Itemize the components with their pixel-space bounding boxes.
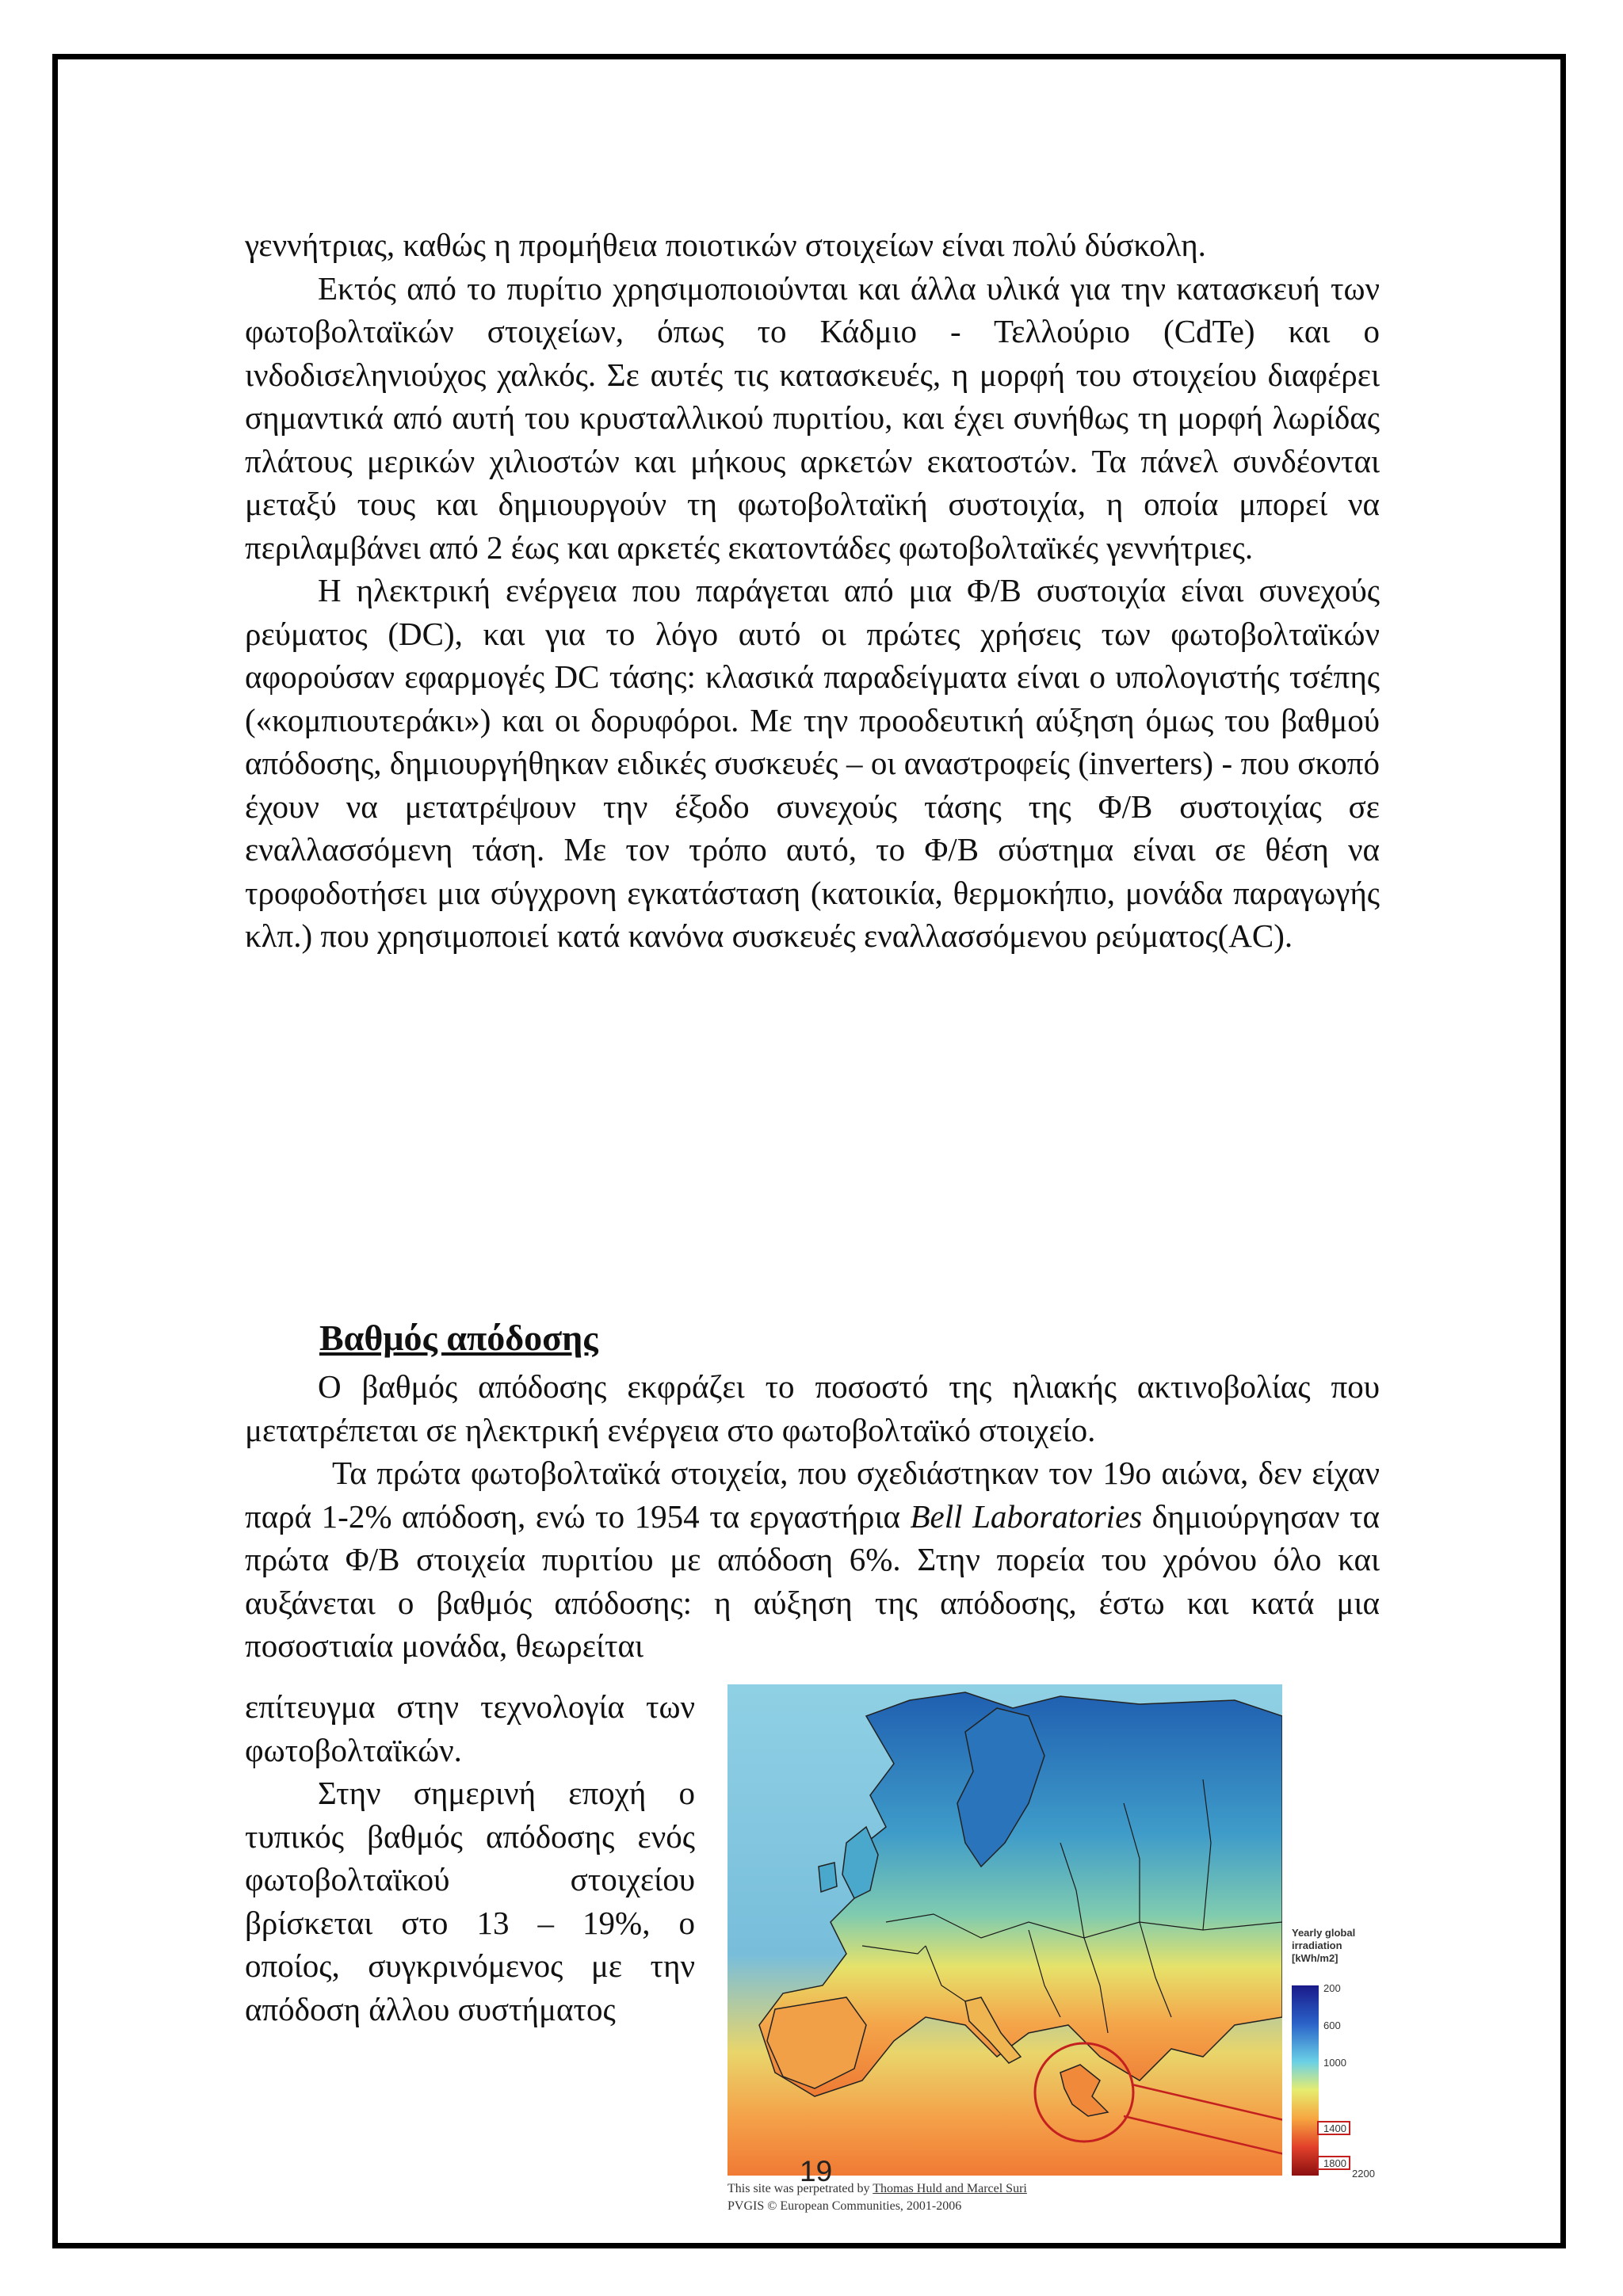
legend-tick-2200: 2200: [1352, 2168, 1375, 2180]
map-credit-line-2: PVGIS © European Communities, 2001-2006: [727, 2199, 962, 2213]
legend-tick-200: 200: [1323, 1982, 1341, 1994]
paragraph-materials: Εκτός από το πυρίτιο χρησιμοποιούνται και άλλα υλικά για την κατασκευή των φωτοβολταϊκών στοιχείων, όπως το Κάδμιο - Τελλούριο (CdTe) και ο ινδοδισεληνιούχος χαλκός. Σε αυτές τις κατασκευές, η μορφή του στοιχείου διαφέρει σημαντικά από αυτή του κρυσταλλικού πυριτίου, και έχει συνήθως τη μορφή λωρίδας πλάτους μερικών χιλιοστών και μήκους αρκετών εκατοστών. Τα πάνελ συνδέονται μεταξύ τους και δημιουργούν τη φωτοβολταϊκή συστοιχία, η οποία μπορεί να περιλαμβάνει από 2 έως και αρκετές εκατοντάδες φωτοβολταϊκές γεννήτριες.: [245, 269, 1380, 566]
map-credit-line-1: This site was perpetrated by Thomas Huld and Marcel Suri: [727, 2182, 1027, 2195]
body-text-float: [245, 1685, 695, 2031]
legend-tick-600: 600: [1323, 2019, 1341, 2031]
europe-irradiation-map: [727, 1684, 1382, 2217]
bell-labs-name: Bell Laboratories: [910, 1497, 1143, 1535]
body-text-top: [245, 223, 1380, 958]
irradiation-map-graphic: [727, 1684, 1382, 2176]
paragraph-efficiency-history: Τα πρώτα φωτοβολταϊκά στοιχεία, που σχεδιάστηκαν τον 19ο αιώνα, δεν είχαν παρά 1-2% απόδοση, ενώ το 1954 τα εργαστήρια Bell Laboratories δημιούργησαν τα πρώτα Φ/Β στοιχεία πυριτίου με απόδοση 6%. Στην πορεία του χρόνου όλο και αυξάνεται ο βαθμός απόδοσης: η αύξηση της απόδοσης, έστω και κατά μια ποσοστιαία μονάδα, θεωρείται: [245, 1455, 1380, 1664]
legend-tick-1400: 1400: [1323, 2122, 1346, 2134]
legend-color-bar: [1292, 1985, 1319, 2176]
body-text-section: [245, 1365, 1380, 1668]
legend-tick-1000: 1000: [1323, 2057, 1346, 2069]
paragraph-achievement: επίτευγμα στην τεχνολογία των φωτοβολταϊκών.: [245, 1688, 695, 1768]
legend-tick-1800: 1800: [1323, 2157, 1346, 2169]
legend-title-1: Yearly global: [1292, 1927, 1356, 1939]
paragraph-typical-efficiency: Στην σημερινή εποχή ο τυπικός βαθμός απόδοσης ενός φωτοβολταϊκού στοιχείου βρίσκεται στο 13 – 19%, ο οποίος, συγκρινόμενος με την απόδοση άλλου συστήματος: [245, 1775, 695, 2027]
paragraph-efficiency-definition: Ο βαθμός απόδοσης εκφράζει το ποσοστό της ηλιακής ακτινοβολίας που μετατρέπεται σε ηλεκτρική ενέργεια στο φωτοβολταϊκό στοιχείο.: [245, 1368, 1380, 1448]
paragraph-continuation: γεννήτριας, καθώς η προμήθεια ποιοτικών στοιχείων είναι πολύ δύσκολη.: [245, 227, 1206, 263]
section-heading: Βαθμός απόδοσης: [319, 1318, 598, 1358]
page-number: 19: [800, 2155, 833, 2187]
legend-title-3: [kWh/m2]: [1292, 1952, 1338, 1964]
legend-title-2: irradiation: [1292, 1939, 1342, 1951]
map-ireland: [819, 1863, 837, 1892]
paragraph-dc-current: Η ηλεκτρική ενέργεια που παράγεται από μια Φ/Β συστοιχία είναι συνεχούς ρεύματος (DC), και για το λόγο αυτό οι πρώτες χρήσεις των φωτοβολταϊκών αφορούσαν εφαρμογές DC τάσης: κλασικά παραδείγματα είναι ο υπολογιστής τσέπης («κομπιουτεράκι») και οι δορυφόροι. Με την προοδευτική αύξηση όμως του βαθμού απόδοσης, δημιουργήθηκαν ειδικές συσκευές – οι αναστροφείς (inverters) - που σκοπό έχουν να μετατρέψουν την έξοδο συνεχούς τάσης της Φ/Β συστοιχίας σε εναλλασσόμενη τάση. Με τον τρόπο αυτό, το Φ/Β σύστημα είναι σε θέση να τροφοδοτήσει μια σύγχρονη εγκατάσταση (κατοικία, θερμοκήπιο, μονάδα παραγωγής κλπ.) που χρησιμοποιεί κατά κανόνα συσκευές εναλλασσόμενου ρεύματος(AC).: [245, 572, 1380, 954]
